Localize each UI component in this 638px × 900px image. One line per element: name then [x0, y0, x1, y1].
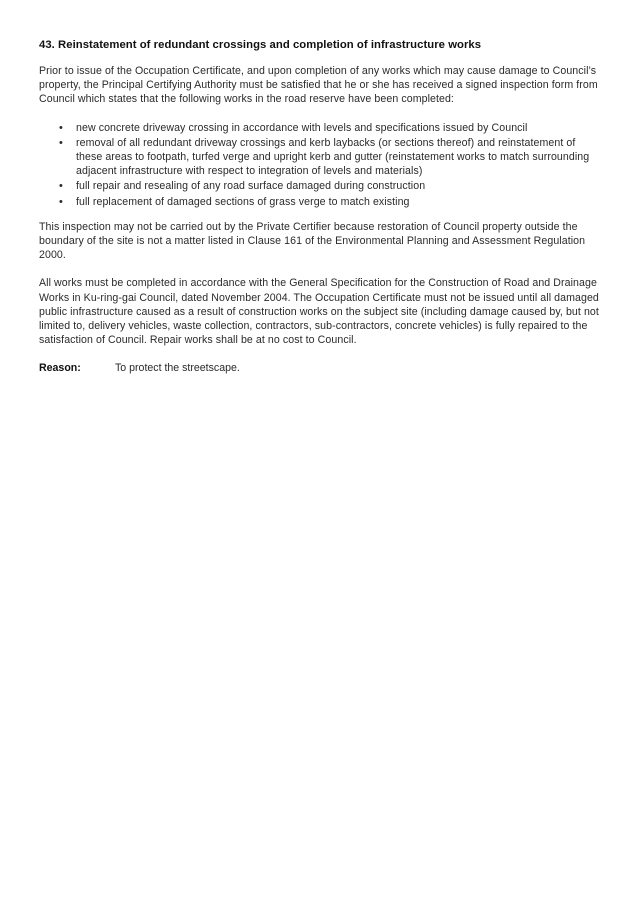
works-list	[39, 121, 599, 209]
reason-row	[39, 361, 599, 375]
bullet-icon: •	[59, 136, 63, 149]
bullet-icon: •	[59, 195, 63, 208]
reason-label: Reason:	[39, 362, 81, 375]
list-item-text: full repair and resealing of any road surface damaged during construction	[76, 180, 426, 193]
list-item	[39, 195, 599, 209]
inspection-paragraph: This inspection may not be carried out by the Private Certifier because restoration of Council property outside the boundary of the site is not a matter listed in Clause 161 of the Environmental Planning and Assessment Regulation 2000.	[39, 220, 586, 262]
condition-heading: 43. Reinstatement of redundant crossings and completion of infrastructure works	[39, 39, 482, 51]
list-item-text: removal of all redundant driveway crossings and kerb laybacks (or sections thereof) and reinstatement of these areas to footpath, turfed verge and upright kerb and gutter (reinstatement works to match surrounding adjacent infrastructure with respect to integration of levels and materials)	[76, 136, 590, 178]
list-item	[39, 179, 599, 193]
document-page	[39, 38, 599, 376]
completion-paragraph: All works must be completed in accordance with the General Specification for the Construction of Road and Drainage Works in Ku-ring-gai Council, dated November 2004. The Occupation Certificate must not be issued until all damaged public infrastructure caused as a result of construction works on the subject site (including damage caused by, but not limited to, delivery vehicles, waste collection, contractors, sub-contractors, concrete vehicles) is fully repaired to the satisfaction of Council. Repair works shall be at no cost to Council.	[39, 277, 599, 347]
list-item	[39, 121, 599, 135]
intro-paragraph: Prior to issue of the Occupation Certificate, and upon completion of any works which may cause damage to Council’s property, the Principal Certifying Authority must be satisfied that he or she has received a signed inspection form from Council which states that the following works in the road reserve have been completed:	[39, 65, 598, 106]
bullet-icon: •	[59, 121, 63, 134]
bullet-icon: •	[59, 180, 63, 193]
list-item	[39, 136, 599, 179]
list-item-text: new concrete driveway crossing in accordance with levels and specifications issued by Council	[76, 121, 528, 134]
list-item-text: full replacement of damaged sections of grass verge to match existing	[76, 195, 410, 208]
reason-text: To protect the streetscape.	[115, 362, 240, 375]
